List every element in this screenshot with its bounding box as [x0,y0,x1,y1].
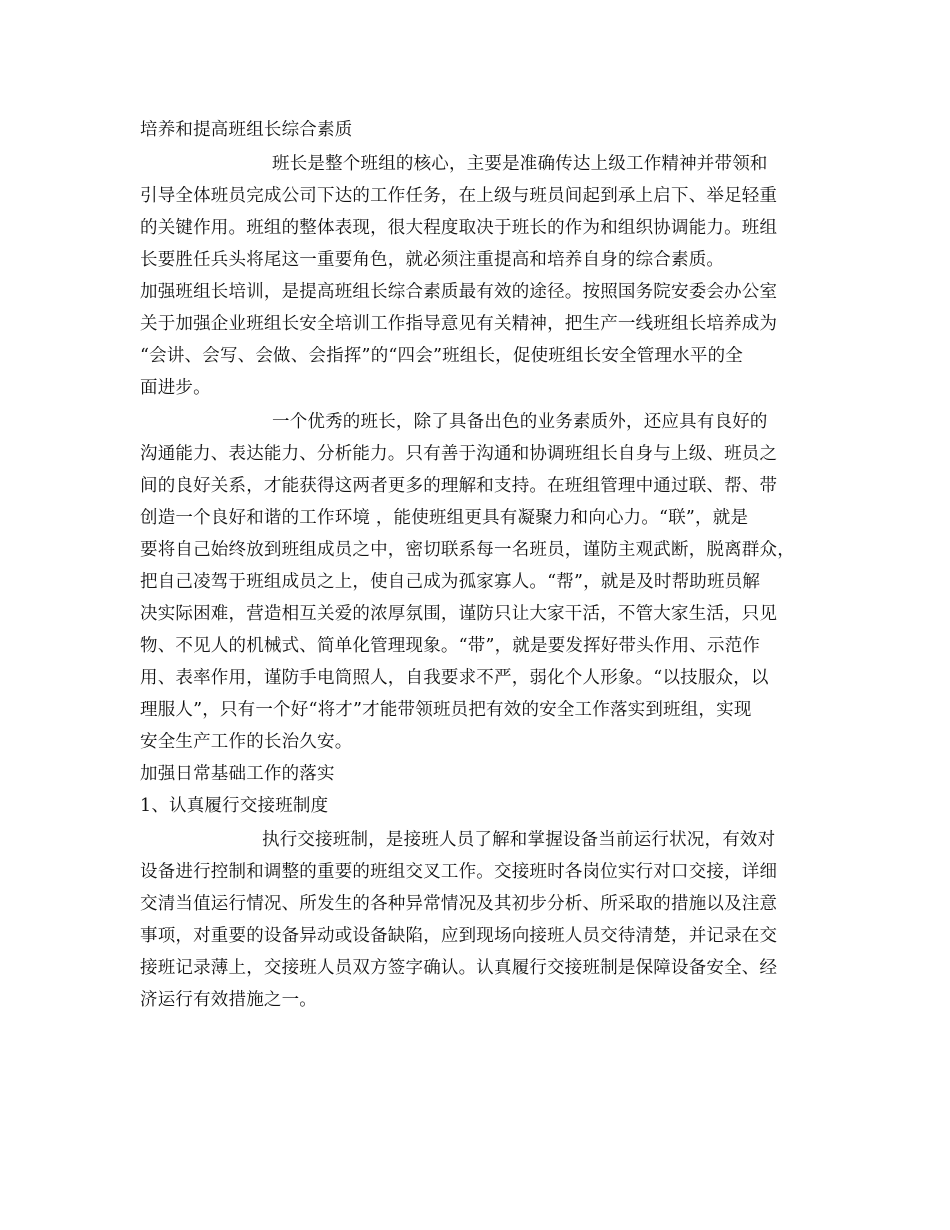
paragraph-line: 把自己凌驾于班组成员之上，使自己成为孤家寡人。“帮”，就是及时帮助班员解 [140,572,761,592]
section-heading: 培养和提高班组长综合素质 [140,120,353,140]
paragraph-line: 要将自己始终放到班组成员之中，密切联系每一名班员，谨防主观武断，脱离群众， [140,540,795,560]
paragraph-line: 创造一个良好和谐的工作环境 ，能使班组更具有凝聚力和向心力。“联”，就是 [140,508,749,528]
section-heading: 加强日常基础工作的落实 [140,764,335,784]
paragraph-line: 交清当值运行情况、所发生的各种异常情况及其初步分析、所采取的措施以及注意 [140,894,778,914]
paragraph-line: 理服人”，只有一个好“将才”才能带领班员把有效的安全工作落实到班组，实现 [140,700,752,720]
paragraph-line: 引导全体班员完成公司下达的工作任务，在上级与班员间起到承上启下、举足轻重 [140,186,778,206]
paragraph-line: 执行交接班制，是接班人员了解和掌握设备当前运行状况，有效对 [262,830,776,850]
paragraph-line: 物、不见人的机械式、简单化管理现象。“带”，就是要发挥好带头作用、示范作 [140,636,761,656]
paragraph-line: 班长是整个班组的核心，主要是准确传达上级工作精神并带领和 [272,154,768,174]
paragraph-line: 设备进行控制和调整的重要的班组交叉工作。交接班时各岗位实行对口交接，详细 [140,862,778,882]
document-body [140,114,820,1016]
paragraph-line: 决实际困难，营造相互关爱的浓厚氛围，谨防只让大家干活，不管大家生活，只见 [140,604,778,624]
paragraph-line: 的关键作用。班组的整体表现，很大程度取决于班长的作为和组织协调能力。班组 [140,218,778,238]
paragraph-line: 关于加强企业班组长安全培训工作指导意见有关精神，把生产一线班组长培养成为 [140,314,778,334]
paragraph-line: 济运行有效措施之一。 [140,990,317,1010]
paragraph-line: 间的良好关系，才能获得这两者更多的理解和支持。在班组管理中通过联、帮、带 [140,476,778,496]
paragraph-line: 接班记录薄上，交接班人员双方签字确认。认真履行交接班制是保障设备安全、经 [140,958,778,978]
paragraph-line: 安全生产工作的长治久安。 [140,732,353,752]
paragraph-line: 事项，对重要的设备异动或设备缺陷，应到现场向接班人员交待清楚，并记录在交 [140,926,778,946]
paragraph-line: 用、表率作用，谨防手电筒照人，自我要求不严，弱化个人形象。“以技服众，以 [140,668,769,688]
paragraph-line: 面进步。 [140,378,211,398]
subsection-heading: 1、认真履行交接班制度 [140,796,329,816]
paragraph-line: “会讲、会写、会做、会指挥”的“四会”班组长，促使班组长安全管理水平的全 [140,346,743,366]
paragraph-line: 沟通能力、表达能力、分析能力。只有善于沟通和协调班组长自身与上级、班员之 [140,444,778,464]
paragraph-line: 加强班组长培训，是提高班组长综合素质最有效的途径。按照国务院安委会办公室 [140,282,778,302]
paragraph-line: 一个优秀的班长，除了具备出色的业务素质外，还应具有良好的 [272,412,768,432]
paragraph-line: 长要胜任兵头将尾这一重要角色，就必须注重提高和培养自身的综合素质。 [140,250,725,270]
